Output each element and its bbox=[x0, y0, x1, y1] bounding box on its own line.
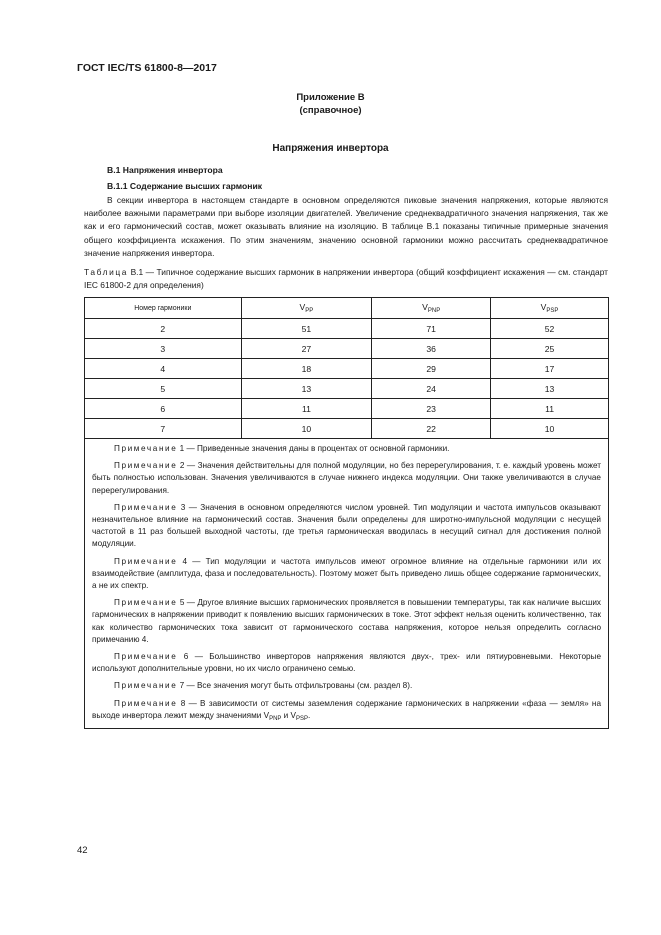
table-cell: 18 bbox=[241, 359, 372, 379]
table-cell: 6 bbox=[85, 399, 242, 419]
col-harmonic-number: Номер гармоники bbox=[85, 298, 242, 319]
table-cell: 52 bbox=[491, 319, 609, 339]
document-header: ГОСТ IEC/TS 61800-8—2017 bbox=[77, 62, 217, 74]
table-row bbox=[85, 399, 609, 419]
table-cell: 7 bbox=[85, 419, 242, 439]
note-8: Примечание 8 — В зависимости от системы заземления содержание гармонических в напряжении «фаза — земля» на выходе инвертора лежит между значениями $V_{PNP}$ и $V_{PSP}$. bbox=[92, 698, 601, 722]
note-5: Примечание 5 — Другое влияние высших гармонических проявляется в повышении температуры, так как наличие высших гармонических в напряжении приводит к появлению высших гармонических в токе. Этот эффект нельзя оценить количественно, так как количество гармонических тока зависит от гармонического состава напряжения, которое нельзя определить согласно примечанию 4. bbox=[92, 598, 602, 644]
table-cell: 4 bbox=[85, 359, 242, 379]
section-heading: В.1 Напряжения инвертора bbox=[107, 165, 223, 175]
col-vpsp: $V_{PSP}$ bbox=[491, 298, 609, 319]
table-cell: 23 bbox=[372, 399, 491, 419]
table-cell: 36 bbox=[372, 339, 491, 359]
table-cell: 25 bbox=[491, 339, 609, 359]
table-row bbox=[85, 339, 609, 359]
table-caption-label: Таблица bbox=[84, 267, 129, 277]
table-cell: 24 bbox=[372, 379, 491, 399]
table-row bbox=[85, 359, 609, 379]
table-cell: 2 bbox=[85, 319, 242, 339]
table-row bbox=[85, 419, 609, 439]
note-6: Примечание 6 — Большинство инверторов напряжения являются двух-, трех- или пятиуровневыми. Некоторые используют дополнительные уровни, но их число ограничено семью. bbox=[92, 652, 601, 674]
harmonics-table bbox=[84, 297, 609, 729]
table-cell: 71 bbox=[372, 319, 491, 339]
note-7: Примечание 7 — Все значения могут быть отфильтрованы (см. раздел 8). bbox=[114, 681, 413, 691]
table-cell: 11 bbox=[241, 399, 372, 419]
annex-heading bbox=[0, 91, 661, 117]
table-notes bbox=[85, 439, 609, 729]
subsection-heading: В.1.1 Содержание высших гармоник bbox=[107, 181, 263, 191]
table-header-row bbox=[85, 298, 609, 319]
col-vpnp: $V_{PNP}$ bbox=[372, 298, 491, 319]
note-2: Примечание 2 — Значения действительны для полной модуляции, но без перерегулирования, т. е. каждый уровень может быть полностью использован. Значения увеличиваются в случае нижнего индекса модуляции. Они также увеличиваются в случае перерегулирования. bbox=[92, 461, 601, 495]
note-4: Примечание 4 — Тип модуляции и частота импульсов имеют огромное влияние на отдельные гармоники или их взаимодействие (амплитуда, фаза и последовательность). Поэтому может быть приведено лишь общее содержание гармонических, а не их спектр. bbox=[92, 556, 601, 591]
note-1: Примечание 1 — Приведенные значения даны в процентах от основной гармоники. bbox=[114, 444, 450, 453]
annex-subtitle: (справочное) bbox=[299, 105, 362, 116]
table-cell: 10 bbox=[491, 419, 609, 439]
note-3: Примечание 3 — Значения в основном определяются числом уровней. Тип модуляции и частота импульсов оказывают незначительное влияние на гармонический состав. Значения были определены для широтно-импульсной модуляции с несущей частотой в 11 раз большей выходной частоты, где третья гармоническая вводилась в несущий сигнал для достижения полной модуляции. bbox=[92, 502, 601, 549]
table-cell: 27 bbox=[241, 339, 372, 359]
table-caption bbox=[84, 266, 608, 291]
table-cell: 5 bbox=[85, 379, 242, 399]
table-row bbox=[85, 379, 609, 399]
table-cell: 51 bbox=[241, 319, 372, 339]
table-cell: 13 bbox=[241, 379, 372, 399]
table-caption-number: В.1 bbox=[130, 267, 144, 277]
col-vpp: $V_{PP}$ bbox=[241, 298, 372, 319]
annex-title: Приложение В bbox=[296, 92, 365, 103]
table-cell: 22 bbox=[372, 419, 491, 439]
table-cell: 13 bbox=[491, 379, 609, 399]
page-number: 42 bbox=[77, 845, 88, 856]
table-cell: 17 bbox=[491, 359, 609, 379]
table-cell: 29 bbox=[372, 359, 491, 379]
table-cell: 10 bbox=[241, 419, 372, 439]
table-notes-row bbox=[85, 439, 609, 729]
table-cell: 11 bbox=[491, 399, 609, 419]
table-cell: 3 bbox=[85, 339, 242, 359]
table-caption-text: — Типичное содержание высших гармоник в напряжении инвертора (общий коэффициент искажения — см. стандарт IEC 61800-2 для определения) bbox=[84, 267, 609, 290]
body-paragraph: В секции инвертора в настоящем стандарте в основном определяются пиковые значения напряжения, которые являются наиболее важными параметрами при выборе изоляции двигателей. Увеличение среднеквадратичного значения напряжения, так же как и его гармонический состав, может оказывать влияние на изоляцию. В таблице В.1 показаны типичные примерные значения общего коэффициента искажения. По этим значениям, значению основной гармоники можно рассчитать среднеквадратичное значение напряжения инвертора. bbox=[84, 195, 608, 258]
page-title: Напряжения инвертора bbox=[272, 143, 389, 154]
table-row bbox=[85, 319, 609, 339]
